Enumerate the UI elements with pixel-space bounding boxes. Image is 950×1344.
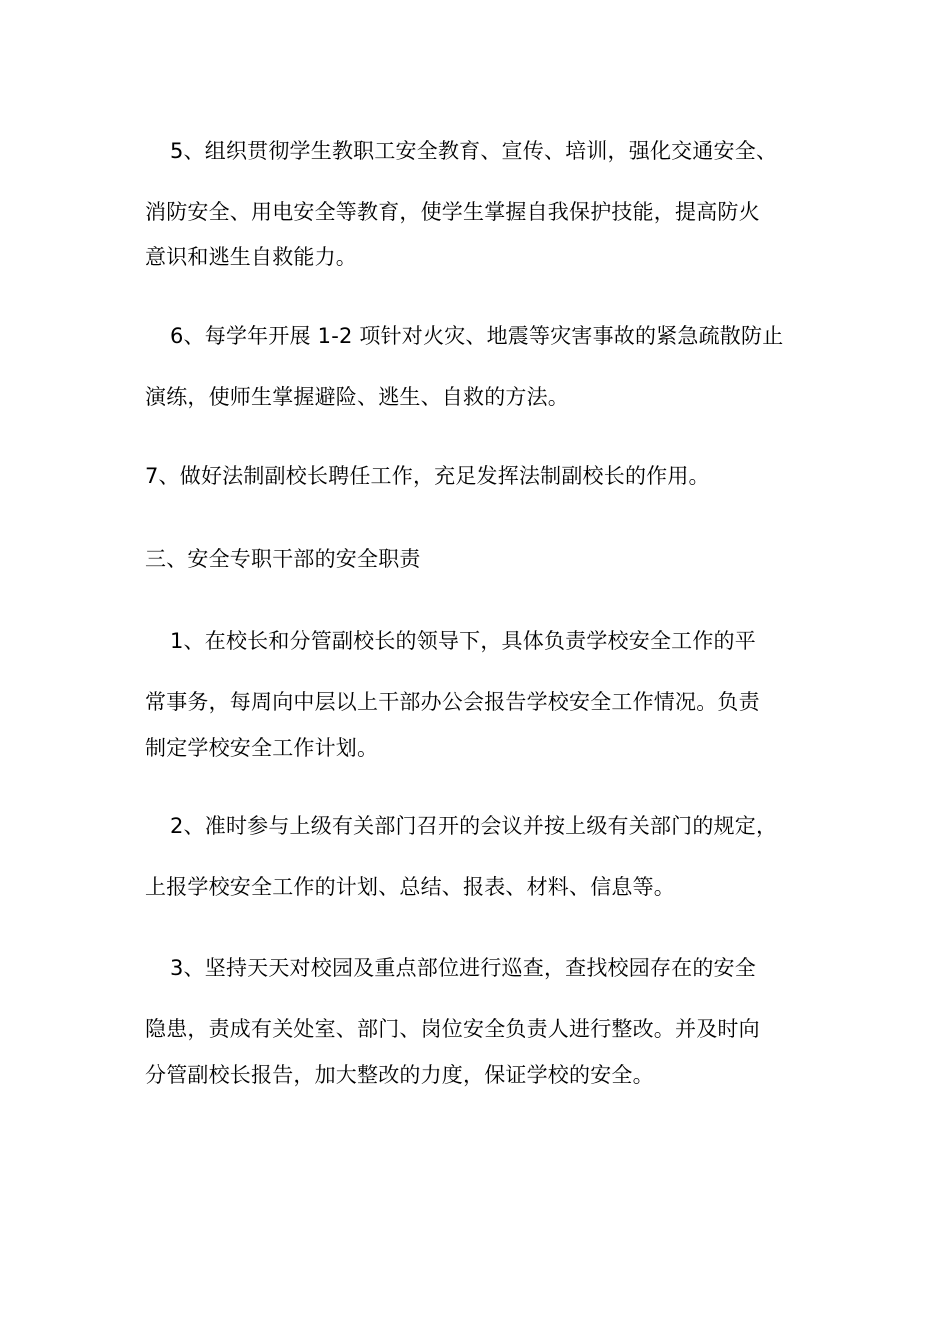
item-2-line-1: 2、准时参与上级有关部门召开的会议并按上级有关部门的规定，	[170, 814, 778, 838]
item-1-line-2: 常事务，每周向中层以上干部办公会报告学校安全工作情况。负责	[145, 690, 760, 714]
paragraph-7-line-1: 7、做好法制副校长聘任工作，充足发挥法制副校长的作用。	[145, 464, 710, 488]
item-2-line-2: 上报学校安全工作的计划、总结、报表、材料、信息等。	[145, 875, 675, 899]
item-3-line-1: 3、坚持天天对校园及重点部位进行巡查，查找校园存在的安全	[170, 956, 756, 980]
paragraph-5-line-1: 5、组织贯彻学生教职工安全教育、宣传、培训，强化交通安全、	[170, 139, 778, 163]
item-3-line-2: 隐患，责成有关处室、部门、岗位安全负责人进行整改。并及时向	[145, 1017, 760, 1041]
item-3-line-3: 分管副校长报告，加大整改的力度，保证学校的安全。	[145, 1063, 654, 1087]
item-1-line-3: 制定学校安全工作计划。	[145, 736, 379, 760]
section-heading: 三、安全专职干部的安全职责	[145, 547, 421, 571]
paragraph-6-line-1: 6、每学年开展 1-2 项针对火灾、地震等灾害事故的紧急疏散防止	[170, 324, 784, 348]
paragraph-5-line-3: 意识和逃生自救能力。	[145, 245, 357, 269]
item-1-line-1: 1、在校长和分管副校长的领导下，具体负责学校安全工作的平	[170, 629, 756, 653]
paragraph-6-line-2: 演练，使师生掌握避险、逃生、自救的方法。	[145, 385, 569, 409]
paragraph-5-line-2: 消防安全、用电安全等教育，使学生掌握自我保护技能，提高防火	[145, 200, 760, 224]
